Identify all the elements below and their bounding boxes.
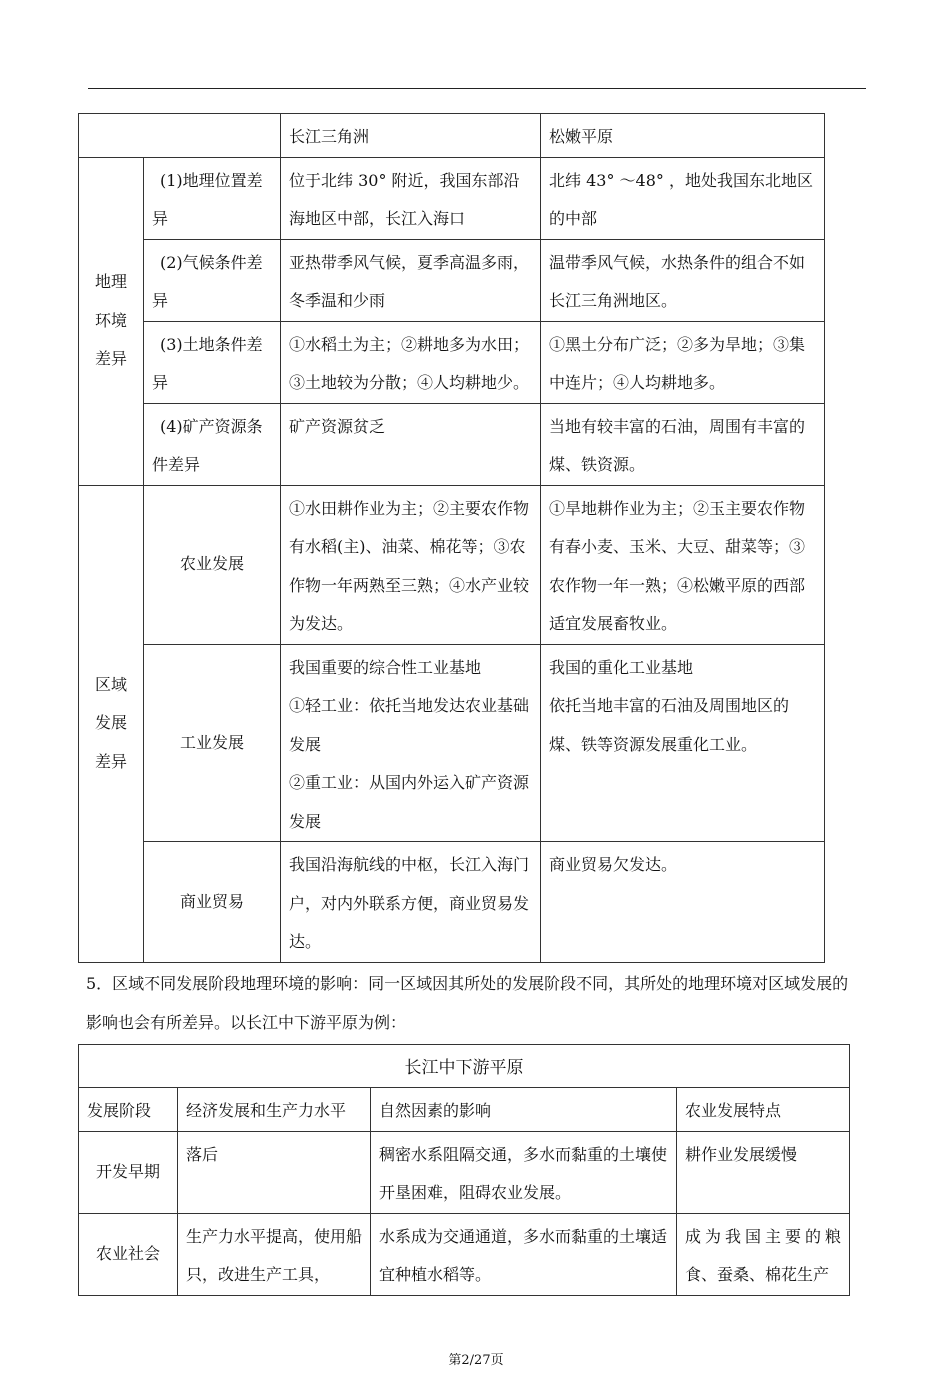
cell: 位于北纬 30° 附近，我国东部沿海地区中部，长江入海口: [281, 157, 541, 239]
cell-line: ①轻工业：依托当地发达农业基础发展: [289, 696, 530, 754]
row-label: (3)土地条件差异: [144, 321, 281, 403]
region-comparison-table: [78, 113, 825, 963]
header-cell: 农业发展特点: [677, 1088, 850, 1132]
cell: 当地有较丰富的石油，周围有丰富的煤、铁资源。: [541, 403, 825, 485]
table-title-row: [79, 1044, 850, 1088]
cell: 商业贸易欠发达。: [541, 842, 825, 963]
table-header-row: [79, 114, 825, 158]
yangtze-plain-table: [78, 1044, 850, 1296]
cell-line: 我国的重化工业基地: [549, 657, 694, 677]
table-row: [79, 1131, 850, 1213]
cell: ①旱地耕作业为主；②玉主要农作物有春小麦、玉米、大豆、甜菜等；③农作物一年一熟；④松嫩平原的西部适宜发展畜牧业。: [541, 485, 825, 644]
page-number: 第2/27页: [448, 1352, 504, 1368]
cell: 耕作业发展缓慢: [677, 1131, 850, 1213]
table-title: 长江中下游平原: [79, 1044, 850, 1088]
cell: ①黑土分布广泛；②多为旱地；③集中连片；④人均耕地多。: [541, 321, 825, 403]
cell: [281, 644, 541, 842]
header-cell: 发展阶段: [79, 1088, 178, 1132]
cell: 北纬 43° ～48° ，地处我国东北地区的中部: [541, 157, 825, 239]
header-songnen-plain: 松嫩平原: [541, 114, 825, 158]
table-row: [79, 644, 825, 842]
cell-line: 依托当地丰富的石油及周围地区的煤、铁等资源发展重化工业。: [549, 696, 790, 754]
row-label: 农业发展: [144, 485, 281, 644]
stage-cell: 开发早期: [79, 1131, 178, 1213]
cell: 稠密水系阻隔交通，多水而黏重的土壤使开垦困难，阻碍农业发展。: [371, 1131, 677, 1213]
table-header-row: [79, 1088, 850, 1132]
table-row: [79, 842, 825, 963]
header-empty: [79, 114, 281, 158]
row-label: 商业贸易: [144, 842, 281, 963]
row-label: 工业发展: [144, 644, 281, 842]
cell: ①水稻土为主；②耕地多为水田；③土地较为分散；④人均耕地少。: [281, 321, 541, 403]
table-row: [79, 1213, 850, 1295]
cell: 成为我国主要的粮食、蚕桑、棉花生产: [677, 1213, 850, 1295]
header-cell: 自然因素的影响: [371, 1088, 677, 1132]
table-row: [79, 403, 825, 485]
header-yangtze-delta: 长江三角洲: [281, 114, 541, 158]
cell: 矿产资源贫乏: [281, 403, 541, 485]
stage-cell: 农业社会: [79, 1213, 178, 1295]
group-regional-development: 区域发展差异: [79, 485, 144, 962]
row-label: (4)矿产资源条件差异: [144, 403, 281, 485]
table-row: [79, 321, 825, 403]
section-paragraph: 5．区域不同发展阶段地理环境的影响：同一区域因其所处的发展阶段不同，其所处的地理环境对区域发展的影响也会有所差异。以长江中下游平原为例：: [86, 973, 849, 1032]
cell-line: ②重工业：从国内外运入矿产资源发展: [289, 773, 530, 831]
cell-line: 我国重要的综合性工业基地: [289, 657, 482, 677]
cell: 水系成为交通通道，多水而黏重的土壤适宜种植水稻等。: [371, 1213, 677, 1295]
cell: 亚热带季风气候，夏季高温多雨，冬季温和少雨: [281, 239, 541, 321]
table-row: [79, 239, 825, 321]
header-cell: 经济发展和生产力水平: [178, 1088, 371, 1132]
cell: 落后: [178, 1131, 371, 1213]
table-row: [79, 485, 825, 644]
cell: 我国沿海航线的中枢，长江入海门户，对内外联系方便，商业贸易发达。: [281, 842, 541, 963]
row-label: (1)地理位置差异: [144, 157, 281, 239]
row-label: (2)气候条件差异: [144, 239, 281, 321]
cell: ①水田耕作业为主；②主要农作物有水稻(主)、油菜、棉花等；③农作物一年两熟至三熟；④水产业较为发达。: [281, 485, 541, 644]
table-row: [79, 157, 825, 239]
cell: 温带季风气候，水热条件的组合不如长江三角洲地区。: [541, 239, 825, 321]
cell: [541, 644, 825, 842]
group-geo-environment: 地理环境差异: [79, 157, 144, 485]
cell: 生产力水平提高，使用船只，改进生产工具，: [178, 1213, 371, 1295]
